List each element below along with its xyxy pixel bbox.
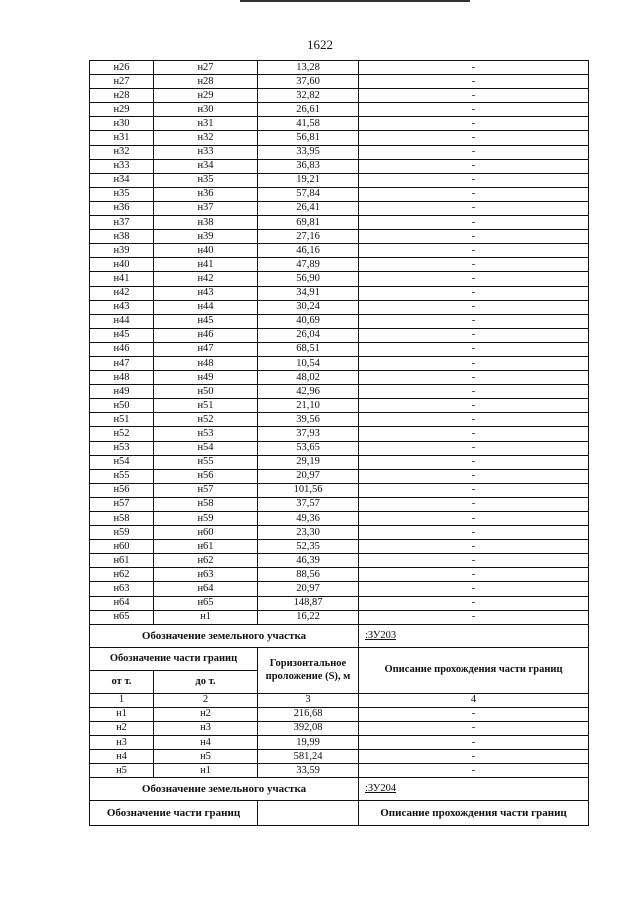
- from-point: н34: [90, 173, 154, 187]
- from-point: н51: [90, 413, 154, 427]
- table-row: [90, 568, 589, 582]
- horizontal-distance: 69,81: [258, 216, 359, 230]
- from-point: н55: [90, 469, 154, 483]
- boundary-description: -: [359, 75, 589, 89]
- boundary-description: -: [359, 596, 589, 610]
- from-point: н58: [90, 512, 154, 526]
- description-header-2: Описание прохождения части границ: [359, 801, 589, 826]
- to-point: н57: [154, 483, 258, 497]
- from-point: н48: [90, 371, 154, 385]
- to-point: н60: [154, 526, 258, 540]
- to-point: н42: [154, 272, 258, 286]
- page-number: 1622: [307, 37, 333, 52]
- horizontal-distance: 37,93: [258, 427, 359, 441]
- table-row: [90, 455, 589, 469]
- from-point: н49: [90, 385, 154, 399]
- segments-a-body: [90, 61, 589, 625]
- boundary-description: -: [359, 497, 589, 511]
- horizontal-distance: 40,69: [258, 314, 359, 328]
- to-point: н1: [154, 764, 258, 778]
- to-point: н56: [154, 469, 258, 483]
- table-row: [90, 103, 589, 117]
- table-row: [90, 736, 589, 750]
- from-point: н54: [90, 455, 154, 469]
- to-point: н5: [154, 750, 258, 764]
- col-num-1: 1: [90, 693, 154, 707]
- horizontal-distance: 392,08: [258, 721, 359, 735]
- to-point: н39: [154, 230, 258, 244]
- from-point: н40: [90, 258, 154, 272]
- boundary-description: -: [359, 187, 589, 201]
- to-point: н30: [154, 103, 258, 117]
- from-point: н63: [90, 582, 154, 596]
- from-point: н50: [90, 399, 154, 413]
- to-point: н52: [154, 413, 258, 427]
- horizontal-distance: 27,16: [258, 230, 359, 244]
- boundary-description: -: [359, 300, 589, 314]
- boundary-description: -: [359, 441, 589, 455]
- from-point: н43: [90, 300, 154, 314]
- from-point: н57: [90, 497, 154, 511]
- plot-code-2: [359, 778, 589, 801]
- from-point: н27: [90, 75, 154, 89]
- to-point: н50: [154, 385, 258, 399]
- from-point: н37: [90, 216, 154, 230]
- table-row: [90, 554, 589, 568]
- to-point: н32: [154, 131, 258, 145]
- to-point: н61: [154, 540, 258, 554]
- from-point: н46: [90, 342, 154, 356]
- plot-label: Обозначение земельного участка: [90, 624, 359, 647]
- to-point: н64: [154, 582, 258, 596]
- to-point: н48: [154, 356, 258, 370]
- horizontal-distance: 10,54: [258, 356, 359, 370]
- table-row: [90, 707, 589, 721]
- header-row-1: [90, 647, 589, 670]
- boundary-description: -: [359, 230, 589, 244]
- part-label-header: Обозначение части границ: [90, 647, 258, 670]
- plot-code-text: :ЗУ203: [365, 629, 397, 641]
- boundary-description: -: [359, 764, 589, 778]
- table-row: [90, 371, 589, 385]
- plot-code-text-2: :ЗУ204: [365, 783, 397, 795]
- boundary-table-container: [89, 60, 588, 826]
- from-point: н65: [90, 610, 154, 624]
- table-row: [90, 173, 589, 187]
- table-row: [90, 483, 589, 497]
- boundary-description: -: [359, 512, 589, 526]
- section-zu204: [90, 778, 589, 826]
- table-row: [90, 216, 589, 230]
- from-point: н28: [90, 89, 154, 103]
- col-num-3: 3: [258, 693, 359, 707]
- to-point: н27: [154, 61, 258, 75]
- boundary-description: -: [359, 413, 589, 427]
- horizontal-distance: 29,19: [258, 455, 359, 469]
- table-row: [90, 356, 589, 370]
- horizontal-distance: 88,56: [258, 568, 359, 582]
- boundary-description: -: [359, 469, 589, 483]
- from-point: н33: [90, 159, 154, 173]
- horizontal-distance: 20,97: [258, 582, 359, 596]
- to-point: н31: [154, 117, 258, 131]
- to-point: н36: [154, 187, 258, 201]
- from-point: н64: [90, 596, 154, 610]
- table-row: [90, 258, 589, 272]
- to-point: н2: [154, 707, 258, 721]
- horizontal-distance: 32,82: [258, 89, 359, 103]
- from-point: н62: [90, 568, 154, 582]
- from-point: н45: [90, 328, 154, 342]
- table-row: [90, 201, 589, 215]
- boundary-description: -: [359, 371, 589, 385]
- table-row: [90, 159, 589, 173]
- from-point: н1: [90, 707, 154, 721]
- horizontal-distance: 56,81: [258, 131, 359, 145]
- table-row: [90, 540, 589, 554]
- from-point: н56: [90, 483, 154, 497]
- horizontal-distance: 47,89: [258, 258, 359, 272]
- table-row: [90, 342, 589, 356]
- boundary-description: -: [359, 328, 589, 342]
- from-point: н5: [90, 764, 154, 778]
- boundary-description: -: [359, 455, 589, 469]
- boundary-description: -: [359, 736, 589, 750]
- table-row: [90, 399, 589, 413]
- to-point: н40: [154, 244, 258, 258]
- horizontal-header: Горизонтальное проложение (S), м: [258, 647, 359, 693]
- from-point: н39: [90, 244, 154, 258]
- horizontal-distance: 26,04: [258, 328, 359, 342]
- boundary-description: -: [359, 89, 589, 103]
- horizontal-distance: 26,41: [258, 201, 359, 215]
- table-row: [90, 61, 589, 75]
- plot-label-2: Обозначение земельного участка: [90, 778, 359, 801]
- from-point: н52: [90, 427, 154, 441]
- to-point: н35: [154, 173, 258, 187]
- table-row: [90, 582, 589, 596]
- to-point: н63: [154, 568, 258, 582]
- to-header: до т.: [154, 670, 258, 693]
- to-point: н45: [154, 314, 258, 328]
- boundary-description: -: [359, 145, 589, 159]
- description-header: Описание прохождения части границ: [359, 647, 589, 693]
- horizontal-distance: 46,16: [258, 244, 359, 258]
- to-point: н65: [154, 596, 258, 610]
- col-num-4: 4: [359, 693, 589, 707]
- part-label-header-2: Обозначение части границ: [90, 801, 258, 826]
- horizontal-distance: 42,96: [258, 385, 359, 399]
- table-row: [90, 526, 589, 540]
- scan-edge-line: [240, 0, 470, 2]
- table-row: [90, 145, 589, 159]
- to-point: н43: [154, 286, 258, 300]
- boundary-description: -: [359, 356, 589, 370]
- horizontal-header-empty: [258, 801, 359, 826]
- horizontal-distance: 56,90: [258, 272, 359, 286]
- horizontal-distance: 13,28: [258, 61, 359, 75]
- from-point: н2: [90, 721, 154, 735]
- to-point: н37: [154, 201, 258, 215]
- section-zu203: [90, 624, 589, 707]
- horizontal-distance: 26,61: [258, 103, 359, 117]
- to-point: н28: [154, 75, 258, 89]
- boundary-description: -: [359, 399, 589, 413]
- table-row: [90, 413, 589, 427]
- to-point: н4: [154, 736, 258, 750]
- table-row: [90, 385, 589, 399]
- from-point: н26: [90, 61, 154, 75]
- table-row: [90, 131, 589, 145]
- to-point: н47: [154, 342, 258, 356]
- from-point: н32: [90, 145, 154, 159]
- boundary-description: -: [359, 286, 589, 300]
- boundary-description: -: [359, 258, 589, 272]
- table-row: [90, 441, 589, 455]
- from-point: н36: [90, 201, 154, 215]
- boundary-description: -: [359, 244, 589, 258]
- horizontal-distance: 49,36: [258, 512, 359, 526]
- horizontal-distance: 68,51: [258, 342, 359, 356]
- from-point: н31: [90, 131, 154, 145]
- horizontal-distance: 20,97: [258, 469, 359, 483]
- horizontal-distance: 37,57: [258, 497, 359, 511]
- from-point: н30: [90, 117, 154, 131]
- col-num-2: 2: [154, 693, 258, 707]
- horizontal-distance: 148,87: [258, 596, 359, 610]
- horizontal-distance: 37,60: [258, 75, 359, 89]
- from-point: н59: [90, 526, 154, 540]
- boundary-description: -: [359, 568, 589, 582]
- table-row: [90, 300, 589, 314]
- from-header: от т.: [90, 670, 154, 693]
- segments-b-body: [90, 707, 589, 777]
- to-point: н59: [154, 512, 258, 526]
- boundary-description: -: [359, 483, 589, 497]
- to-point: н34: [154, 159, 258, 173]
- from-point: н38: [90, 230, 154, 244]
- table-row: [90, 721, 589, 735]
- from-point: н47: [90, 356, 154, 370]
- horizontal-distance: 57,84: [258, 187, 359, 201]
- boundary-description: -: [359, 385, 589, 399]
- table-row: [90, 610, 589, 624]
- to-point: н46: [154, 328, 258, 342]
- table-row: [90, 469, 589, 483]
- plot-row-zu204: [90, 778, 589, 801]
- table-row: [90, 117, 589, 131]
- from-point: н60: [90, 540, 154, 554]
- to-point: н44: [154, 300, 258, 314]
- boundary-description: -: [359, 540, 589, 554]
- boundary-description: -: [359, 201, 589, 215]
- header-row-3: [90, 801, 589, 826]
- horizontal-distance: 53,65: [258, 441, 359, 455]
- horizontal-distance: 21,10: [258, 399, 359, 413]
- horizontal-distance: 19,99: [258, 736, 359, 750]
- horizontal-distance: 216,68: [258, 707, 359, 721]
- boundary-description: -: [359, 750, 589, 764]
- horizontal-distance: 23,30: [258, 526, 359, 540]
- table-row: [90, 244, 589, 258]
- from-point: н44: [90, 314, 154, 328]
- boundary-table: [89, 60, 589, 826]
- horizontal-distance: 39,56: [258, 413, 359, 427]
- horizontal-distance: 581,24: [258, 750, 359, 764]
- boundary-description: -: [359, 554, 589, 568]
- table-row: [90, 497, 589, 511]
- to-point: н41: [154, 258, 258, 272]
- plot-code: [359, 624, 589, 647]
- horizontal-distance: 19,21: [258, 173, 359, 187]
- horizontal-distance: 52,35: [258, 540, 359, 554]
- column-number-row: [90, 693, 589, 707]
- horizontal-distance: 101,56: [258, 483, 359, 497]
- horizontal-distance: 41,58: [258, 117, 359, 131]
- to-point: н1: [154, 610, 258, 624]
- boundary-description: -: [359, 159, 589, 173]
- to-point: н38: [154, 216, 258, 230]
- to-point: н53: [154, 427, 258, 441]
- to-point: н3: [154, 721, 258, 735]
- boundary-description: -: [359, 707, 589, 721]
- table-row: [90, 328, 589, 342]
- to-point: н55: [154, 455, 258, 469]
- table-row: [90, 427, 589, 441]
- table-row: [90, 314, 589, 328]
- horizontal-distance: 36,83: [258, 159, 359, 173]
- to-point: н62: [154, 554, 258, 568]
- to-point: н33: [154, 145, 258, 159]
- from-point: н61: [90, 554, 154, 568]
- table-row: [90, 272, 589, 286]
- boundary-description: -: [359, 526, 589, 540]
- horizontal-distance: 33,59: [258, 764, 359, 778]
- horizontal-distance: 16,22: [258, 610, 359, 624]
- table-row: [90, 596, 589, 610]
- boundary-description: -: [359, 582, 589, 596]
- table-row: [90, 230, 589, 244]
- boundary-description: -: [359, 610, 589, 624]
- boundary-description: -: [359, 342, 589, 356]
- from-point: н53: [90, 441, 154, 455]
- from-point: н35: [90, 187, 154, 201]
- plot-row-zu203: [90, 624, 589, 647]
- table-row: [90, 75, 589, 89]
- to-point: н51: [154, 399, 258, 413]
- boundary-description: -: [359, 314, 589, 328]
- from-point: н41: [90, 272, 154, 286]
- to-point: н49: [154, 371, 258, 385]
- table-row: [90, 764, 589, 778]
- table-row: [90, 89, 589, 103]
- table-row: [90, 286, 589, 300]
- horizontal-distance: 46,39: [258, 554, 359, 568]
- horizontal-distance: 30,24: [258, 300, 359, 314]
- from-point: н42: [90, 286, 154, 300]
- boundary-description: -: [359, 427, 589, 441]
- horizontal-distance: 33,95: [258, 145, 359, 159]
- boundary-description: -: [359, 173, 589, 187]
- horizontal-distance: 48,02: [258, 371, 359, 385]
- from-point: н3: [90, 736, 154, 750]
- boundary-description: -: [359, 103, 589, 117]
- table-row: [90, 750, 589, 764]
- boundary-description: -: [359, 61, 589, 75]
- boundary-description: -: [359, 216, 589, 230]
- table-row: [90, 187, 589, 201]
- from-point: н4: [90, 750, 154, 764]
- boundary-description: -: [359, 131, 589, 145]
- boundary-description: -: [359, 117, 589, 131]
- to-point: н58: [154, 497, 258, 511]
- to-point: н29: [154, 89, 258, 103]
- boundary-description: -: [359, 272, 589, 286]
- boundary-description: -: [359, 721, 589, 735]
- to-point: н54: [154, 441, 258, 455]
- horizontal-distance: 34,91: [258, 286, 359, 300]
- table-row: [90, 512, 589, 526]
- from-point: н29: [90, 103, 154, 117]
